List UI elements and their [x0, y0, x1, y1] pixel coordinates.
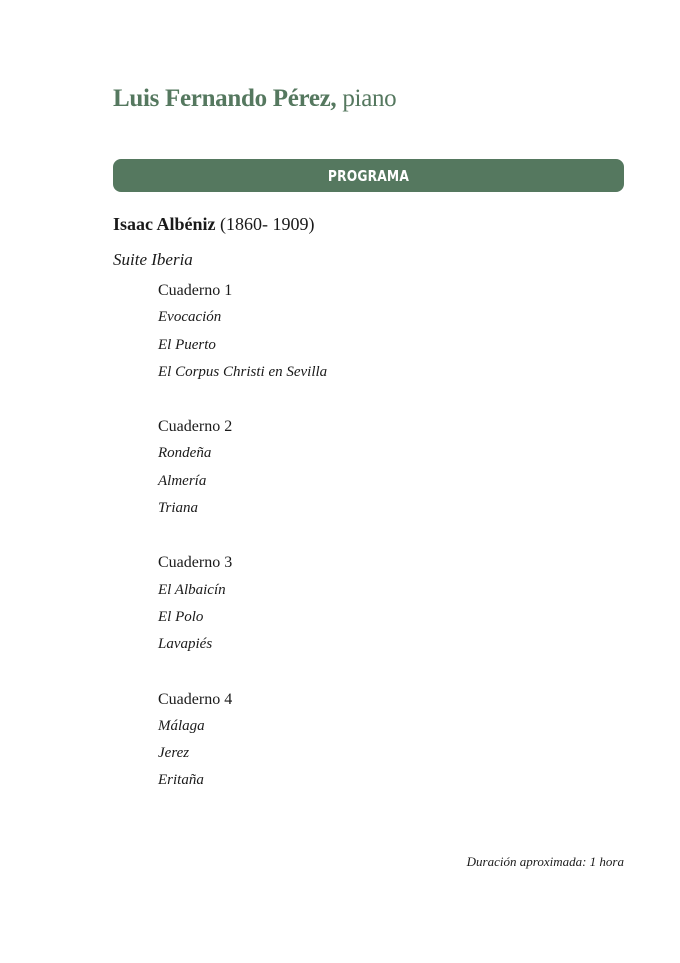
composer-line — [113, 212, 315, 236]
cuaderno-3 — [158, 549, 327, 658]
cuaderno-title: Cuaderno 3 — [158, 554, 233, 572]
piece-title: El Albaicín — [158, 581, 226, 598]
cuaderno-1 — [158, 277, 327, 386]
piece-title: Rondeña — [158, 445, 212, 462]
work-title: Suite Iberia — [113, 250, 193, 269]
performer-name: Luis Fernando Pérez, — [113, 85, 337, 112]
program-banner — [113, 159, 624, 192]
program-banner-label: PROGRAMA — [327, 166, 410, 185]
composer-dates: (1860- 1909) — [220, 214, 315, 234]
piece-title: Almería — [158, 472, 207, 489]
composer-name: Isaac Albéniz — [113, 214, 216, 234]
performer-heading — [113, 83, 396, 115]
cuaderno-4 — [158, 686, 327, 795]
piece-title: Evocación — [158, 309, 222, 326]
cuaderno-title: Cuaderno 4 — [158, 690, 233, 708]
cuaderno-2 — [158, 413, 327, 522]
performer-instrument: piano — [342, 85, 397, 112]
piece-title: Jerez — [158, 745, 190, 762]
piece-title: El Corpus Christi en Sevilla — [158, 363, 328, 380]
cuaderno-title: Cuaderno 2 — [158, 418, 233, 436]
cuaderno-list — [158, 277, 327, 822]
piece-title: El Polo — [158, 608, 204, 625]
piece-title: Lavapiés — [158, 636, 213, 653]
piece-title: Triana — [158, 500, 199, 517]
piece-title: El Puerto — [158, 336, 216, 353]
piece-title: Málaga — [158, 717, 205, 734]
cuaderno-title: Cuaderno 1 — [158, 282, 233, 299]
duration-note: Duración aproximada: 1 hora — [466, 854, 624, 869]
piece-title: Eritaña — [158, 772, 204, 789]
